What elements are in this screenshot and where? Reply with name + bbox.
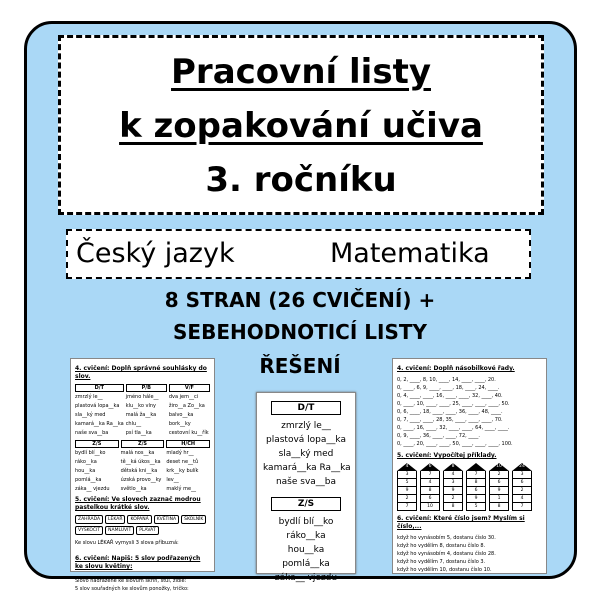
table-cell: mladý hr__ <box>166 450 194 456</box>
column-header-zs: Z/S <box>271 497 341 511</box>
roof-number: 4 <box>405 464 409 469</box>
table-cell: sla__ký med <box>75 412 106 418</box>
house-roof <box>397 463 417 471</box>
table-cell: kamará__ka Ra__ka <box>75 421 124 427</box>
word-item: ráko__ka <box>286 531 326 541</box>
house-roof <box>489 463 509 471</box>
word-item: hou__ka <box>287 545 325 555</box>
word-box: KOPANÁ <box>127 515 151 524</box>
table-cell: ráko__ka <box>75 459 97 465</box>
house-cell: 7 <box>420 471 440 479</box>
house-cell: 9 <box>397 487 417 495</box>
roof-number: 8 <box>451 464 455 469</box>
house-cell: 7 <box>397 503 417 511</box>
table-cell: lev__ <box>166 477 179 483</box>
title-line-2: k zopakování učiva <box>119 106 483 146</box>
house-cell: 3 <box>397 471 417 479</box>
house-cell: 2 <box>443 495 463 503</box>
house-diagram <box>443 463 463 511</box>
word-box: KVĚTINA <box>154 515 179 524</box>
title-line-3: 3. ročníku <box>205 160 397 200</box>
house-cell: 9 <box>489 487 509 495</box>
house-roof <box>443 463 463 471</box>
table-cell: malá ža__ka <box>125 412 157 418</box>
worksheet-preview-czech <box>70 358 215 592</box>
word-item: zmrzlý le__ <box>281 421 331 431</box>
house-cell: 10 <box>420 503 440 511</box>
table-cell: jméno hále__ <box>125 394 159 400</box>
exercise-4-heading: 4. cvičení: Doplň správné souhlásky do slov. <box>75 365 207 380</box>
house-cell: 8 <box>443 503 463 511</box>
roof-number: 24 <box>519 464 525 469</box>
word-box: ZAHRADA <box>75 515 103 524</box>
house-roof <box>420 463 440 471</box>
column-header-dt: D/T <box>271 401 341 415</box>
word-item: pomlá__ka <box>282 559 330 569</box>
riddle-line: když ho vynásobím 4, dostanu číslo 28. <box>397 551 496 557</box>
column-header: Ž/Š <box>121 440 165 448</box>
table-cell: deset ne__tů <box>166 459 199 465</box>
table-cell: dětská kni__ka <box>120 468 158 474</box>
house-cell: 9 <box>443 487 463 495</box>
subject-math: Matematika <box>330 238 490 269</box>
column-header: H/CH <box>166 440 210 448</box>
house-cell: 2 <box>512 487 532 495</box>
sequence-row: 0, 2, ____, 8, 10, ____, 14, ____, ____, 20. <box>397 377 496 383</box>
word-item: bydlí blí__ko <box>278 517 334 527</box>
house-cell: 9 <box>466 495 486 503</box>
table-cell: pomlá__ka <box>75 477 102 483</box>
house-cell: 6 <box>489 479 509 487</box>
consonant-table-2 <box>75 440 210 493</box>
word-item: plastová lopa__ka <box>266 435 346 445</box>
column-header: Z/S <box>75 440 119 448</box>
exercise-6-task-2: 5 slov souřadných ke slovům ponožky, tričko: <box>75 586 189 592</box>
riddle-line: když ho vydělím 8, dostanu číslo 8. <box>397 543 486 549</box>
sequence-row: 0, ____, 20, ____, ____, 50, ____, ____, ____, 100. <box>397 441 513 447</box>
roof-number: 10 <box>496 464 502 469</box>
word-box: ŠKOLNÍK <box>181 515 206 524</box>
column-header: P/B <box>126 384 167 392</box>
table-cell: tě__ká úkos__ka <box>120 459 161 465</box>
table-cell: hou__ka <box>75 468 96 474</box>
worksheet-zoom-preview <box>256 392 356 583</box>
exercise-4-heading: 4. cvičení: Doplň násobilkové řady. <box>397 365 515 372</box>
table-cell: krk__ky bulík <box>166 468 199 474</box>
column-header: D/T <box>75 384 124 392</box>
table-cell: světlo__ka <box>120 486 147 492</box>
table-cell: bydlí blí__ko <box>75 450 106 456</box>
house-cell: 3 <box>443 479 463 487</box>
house-cell: 5 <box>397 479 417 487</box>
consonant-table-1 <box>75 384 210 437</box>
table-cell: psí tla__ka <box>125 430 152 436</box>
house-diagram <box>489 463 509 511</box>
info-self-evaluation: SEBEHODNOTICÍ LISTY <box>173 320 427 344</box>
house-cell: 1 <box>489 495 509 503</box>
word-box: LÉKAŘ <box>105 515 125 524</box>
house-cell: 6 <box>420 495 440 503</box>
house-diagram <box>466 463 486 511</box>
exercise-6-heading: 6. cvičení: Které číslo jsem? Myslím si číslo,... <box>397 515 525 530</box>
info-solutions: ŘEŠENÍ <box>259 354 341 378</box>
subjects-box <box>66 229 531 279</box>
house-cell: 8 <box>489 503 509 511</box>
table-cell: maklý me__ <box>166 486 197 492</box>
house-cell: 3 <box>512 471 532 479</box>
table-cell: dva jem__ci <box>168 394 199 400</box>
riddle-line: když ho vydělím 10, dostanu číslo 10. <box>397 567 492 573</box>
house-cell: 8 <box>420 487 440 495</box>
exercise-6-heading: 6. cvičení: Napiš: 5 slov podřazených ke slovu květiny: <box>75 555 201 570</box>
house-cell: 2 <box>489 471 509 479</box>
word-item: záka__ vjezdu <box>274 573 338 583</box>
house-cell: 7 <box>466 471 486 479</box>
title-box <box>58 35 544 215</box>
table-cell: klu__ko vlny <box>125 403 156 409</box>
info-pages: 8 STRAN (26 CVIČENÍ) + <box>164 288 436 312</box>
table-cell: žiro__a Zo__ka <box>168 403 205 409</box>
roof-number: 6 <box>428 464 432 469</box>
sequence-row: 0, ____, 16, ____, 32, ____, ____, 64, ____, ____. <box>397 425 510 431</box>
table-cell: úzská provo__ky <box>120 477 162 483</box>
table-cell: malá nos__ka <box>120 450 155 456</box>
word-boxes <box>75 515 210 535</box>
house-cell: 7 <box>512 503 532 511</box>
table-cell: bork__ky <box>168 421 191 427</box>
word-box: NAMLUVIT <box>105 526 134 535</box>
house-cell: 4 <box>443 471 463 479</box>
sequence-row: 0, ____, 6, 9, ____, ____, 18, ____, 24, ____. <box>397 385 500 391</box>
sequence-row: 0, 9, ____, 36, ____, ____, 72, ____. <box>397 433 480 439</box>
house-diagram <box>397 463 417 511</box>
table-cell: chlu__ <box>125 421 142 427</box>
table-cell: cestovní ku__řík <box>168 430 209 436</box>
title-line-1: Pracovní listy <box>171 52 431 92</box>
house-cell: 6 <box>512 479 532 487</box>
table-cell: plastová lopa__ka <box>75 403 120 409</box>
house-diagrams <box>397 463 542 511</box>
exercise-5-heading: 5. cvičení: Vypočítej příklady. <box>397 452 497 459</box>
riddle-line: když ho vynásobím 5, dostanu číslo 30. <box>397 535 496 541</box>
word-item: naše sva__ba <box>275 477 337 487</box>
house-roof <box>512 463 532 471</box>
riddle-line: když ho vydělím 7, dostanu číslo 3. <box>397 559 486 565</box>
word-box: VYSKOČIT <box>75 526 103 535</box>
house-cell: 5 <box>466 503 486 511</box>
sequence-row: 0, 7, ____, ____, 28, 35, ____, ____, ____, 70. <box>397 417 503 423</box>
table-cell: naše svа__ba <box>75 430 109 436</box>
house-diagram <box>420 463 440 511</box>
word-item: sla__ký med <box>278 449 334 459</box>
house-cell: 8 <box>466 479 486 487</box>
house-cell: 4 <box>512 495 532 503</box>
table-cell: zmrzlý le__ <box>75 394 103 400</box>
house-cell: 2 <box>397 495 417 503</box>
subject-czech: Český jazyk <box>76 238 235 269</box>
house-cell: 4 <box>420 479 440 487</box>
sequence-row: 0, 4, ____, ____, 16, ____, ____, 32, ____, 40. <box>397 393 503 399</box>
word-box: PLAVAT <box>136 526 158 535</box>
house-cell: 6 <box>466 487 486 495</box>
sequence-row: 0, 6, ____, 18, ____, ____, 36, ____, 48, ____. <box>397 409 503 415</box>
exercise-5-task: Ke slovu LÉKAŘ vymysli 3 slova příbuzná: <box>75 540 179 546</box>
sequence-row: 0, ____, 10, ____, ____, 25, ____, ____, ____, 50. <box>397 401 510 407</box>
table-cell: záka__ vjezdu <box>75 486 110 492</box>
house-diagram <box>512 463 532 511</box>
column-header: V/F <box>169 384 210 392</box>
exercise-5-heading: 5. cvičení: Ve slovech zaznač modrou pastelkou krátké slov. <box>75 496 201 511</box>
worksheet-preview-math <box>392 358 547 574</box>
exercise-6-task-1: Slovo nadřazené ke slovům skříň, stůl, židle: <box>75 578 187 584</box>
word-item: kamará__ka Ra__ka <box>263 463 351 473</box>
house-roof <box>466 463 486 471</box>
table-cell: balvo__ka <box>168 412 194 418</box>
